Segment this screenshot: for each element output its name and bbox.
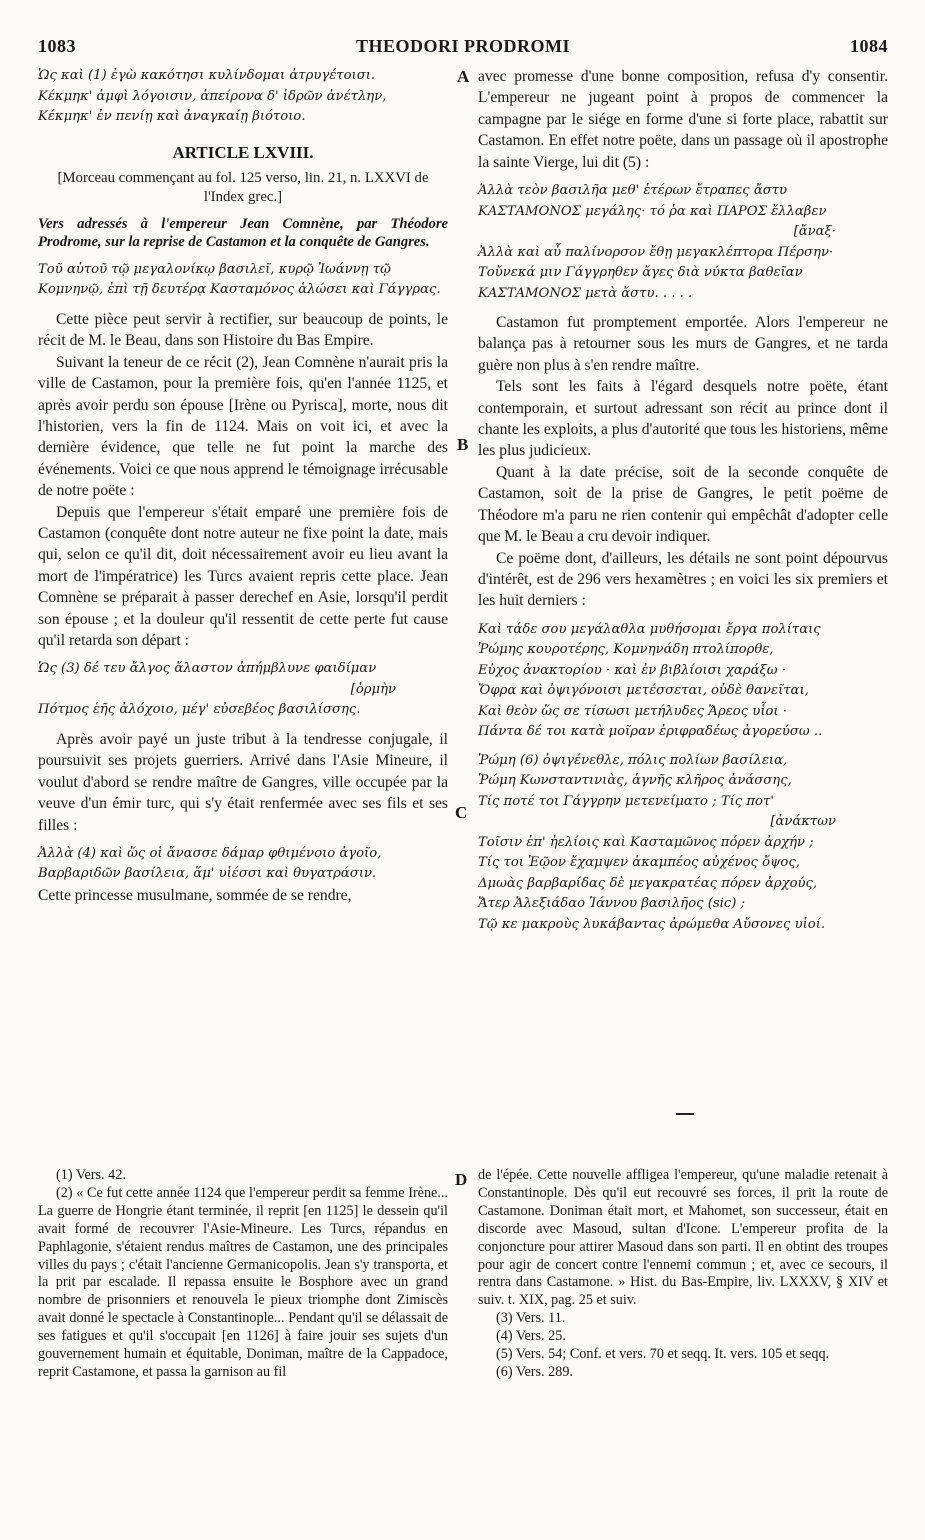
verse-line: Καὶ τάδε σου μεγάλαθλα μυθήσομαι ἔργα πολίταις — [478, 621, 821, 637]
margin-letter-d: D — [455, 1170, 468, 1189]
verse-line: Τίς ποτέ τοι Γάγγρην μετενείματο ; Τίς ποτ' — [478, 793, 774, 809]
paragraph: Tels sont les faits à l'égard desquels notre poëte, étant contemporain, et surtout adressant son récit au prince dont il chante les exploits, a plus d'autorité que tous les historiens, même les plus judicieux. — [478, 378, 888, 460]
running-header — [38, 36, 888, 60]
verse-line: Ὡς καὶ (1) ἐγὼ κακότησι κυλίνδομαι ἀτρυγέτοισι. — [38, 68, 376, 83]
greek-title: Τοῦ αὐτοῦ τῷ μεγαλονίκῳ βασιλεῖ, κυρῷ Ἰωάννῃ τῷ Κομνηνῷ, ἐπὶ τῇ δευτέρᾳ Κασταμόνος ἁλώσει καὶ Γάγγρας. — [38, 261, 441, 298]
verse-line: ΚΑΣΤΑΜΟΝΟΣ μετὰ ἄστυ. . . . . — [478, 285, 693, 301]
greek-verse-block — [478, 181, 888, 304]
verse-line: Ῥώμη (6) ὀψιγένεθλε, πόλις πολίων βασίλεια, — [478, 752, 788, 768]
greek-verse-block — [38, 66, 448, 128]
verse-line: [ὁρμὴν — [350, 681, 396, 697]
verse-line: Πάντα δέ τοι κατὰ μοῖραν ἐριφραδέως ἀγορεύσω .. — [478, 724, 823, 740]
margin-letter-a: A — [457, 67, 470, 86]
footnote: (3) Vers. 11. — [496, 1310, 566, 1327]
article-title: ARTICLE LXVIII. — [172, 142, 314, 162]
verse-line: Ἀλλὰ (4) καὶ ὥς οἱ ἄνασσε δάμαρ φθιμένοιο ἀγοῖο, — [38, 845, 382, 861]
footnote: (2) « Ce fut cette année 1124 que l'empereur perdit sa femme Irène... La guerre de Hongrie étant terminée, il reprit [en 1125] le dessein qu'il avait formé de recouvrer l'Asie-Mineure. Les Turcs, répandus en Paphlagonie, s'étaient rendus maîtres de Castamon, une des principales villes du pays ; c'était l'ancienne Germanicopolis. Jean s'y transporta, et la prit par escalade. Il repassa ensuite le Bosphore avec un grand nombre de prisonniers et renouvela le pieux triomphe dont Zimiscès avait donné le spectacle à Constantinople... Pendant qu'il se délassait de ses fatigues et qu'il s'occupait [en 1126] à faire jouir ses sujets d'un gouvernement humain et équitable, Doniman, maître de la Cappadoce, reprit Castamone, et passa la garnison au fil — [38, 1184, 448, 1380]
verse-line: Ἀλλὰ τεὸν βασιλῆα μεθ' ἑτέρων ἔτραπες ἄστυ — [478, 183, 788, 199]
footnote: (6) Vers. 289. — [496, 1363, 573, 1380]
page-number-left: 1083 — [38, 36, 76, 56]
verse-line: Ῥώμη Κωνσταντινιὰς, ἁγνῆς κλῆρος ἀνάσσης, — [478, 773, 792, 789]
paragraph: avec promesse d'une bonne composition, refusa d'y consentir. L'empereur ne jugeant point à propos de commencer la campagne par le siége en forme d'une si forte place, rabattit sur Castamon. En effet notre poëte, dans un passage où il apostrophe la sainte Vierge, lui dit (5) : — [478, 68, 888, 171]
footnote-continuation: de l'épée. Cette nouvelle affligea l'empereur, qu'une maladie retenait à Constantinople. Dès qu'il eut recouvré ses forces, il prit la route de Castamone. Doniman était mort, et Mahomet, son successeur, était en discorde avec Masoud, sultan d'Icone. L'empereur profita de la conjoncture pour attirer Masoud dans son parti. Il en obtint des troupes pour agir de concert contre l'ennemi commun ; et, avec ce secours, il rentra dans Castamone. » Hist. du Bas-Empire, liv. LXXXV, § XIV et suiv. t. XIX, pag. 25 et suiv. — [478, 1167, 888, 1309]
verse-line: Τίς τοι Ἑῷον ἔχαμψεν ἀκαμπέος αὐχένος ὄψος, — [478, 855, 800, 871]
verse-line: Δμωὰς βαρβαρίδας δὲ μεγακρατέας πόρεν ἀρχούς, — [478, 875, 818, 891]
greek-verse-block — [478, 620, 888, 743]
section-divider — [676, 1113, 694, 1115]
paragraph: Ce poëme dont, d'ailleurs, les détails ne sont point dépourvus d'intérêt, est de 296 vers hexamètres ; en voici les six premiers et les huit derniers : — [478, 549, 888, 610]
verse-line: Καὶ θεὸν ὥς σε τίσωσι μετήλυδες Ἄρεος υἷοι · — [478, 703, 787, 719]
verse-line: Εὐχος ἀνακτορίου · καὶ ἐν βιβλίοισι χαράξω · — [478, 662, 786, 678]
footnote: (4) Vers. 25. — [496, 1328, 566, 1345]
verse-line: Βαρβαριδῶν βασίλεια, ἅμ' υἱέσσι καὶ θυγατράσιν. — [38, 866, 377, 882]
verse-line: Κέκμηκ' ἀμφὶ λόγοισιν, ἀπείρονα δ' ἱδρῶν ἀνέτλην, — [38, 88, 387, 104]
verse-line: ΚΑΣΤΑΜΟΝΟΣ μεγάλης· τό ῥα καὶ ΠΑΡΟΣ ἔλλαβεν — [478, 203, 827, 219]
verse-line: Ὄφρα καὶ ὀψιγόνοισι μετέσσεται, οὐδὲ θανεῖται, — [478, 683, 809, 699]
verse-line: Τοὔνεκά μιν Γάγγρηθεν ἄγες διὰ νύκτα βαθεῖαν — [478, 265, 803, 281]
margin-letter-b: B — [457, 435, 469, 454]
footnote: (1) Vers. 42. — [56, 1167, 126, 1183]
verse-line: Κέκμηκ' ἐν πενίῃ καὶ ἀναγκαίῃ βιότοιο. — [38, 109, 306, 124]
footnotes-left — [38, 1167, 448, 1382]
margin-letter-c: C — [455, 803, 468, 822]
paragraph: Après avoir payé un juste tribut à la tendresse conjugale, il poursuivit ses projets guerriers. Arrivé dans l'Asie Mineure, il voulut d'abord se rendre maître de Gangres, ville occupée par la veuve d'un émir turc, qui s'y était renfermée avec ses fils et ses filles : — [38, 730, 448, 834]
paragraph: Quant à la date précise, soit de la seconde conquête de Castamon, soit de la prise de Gangres, le petit poëme de Théodore m'a paru ne rien contenir qui empêchât d'adopter celle que M. le Beau a cru devoir indiquer. — [478, 463, 888, 546]
footnote: (5) Vers. 54; Conf. et vers. 70 et seqq. It. vers. 105 et seqq. — [496, 1346, 830, 1363]
paragraph: Depuis que l'empereur s'était emparé une première fois de Castamon (conquête dont notre auteur ne fixe point la date, mais qui, selon ce qu'il dit, doit nécessairement avoir eu lieu avant la mort de l'impératrice) les Turcs avaient repris cette place. Jean Comnène se préparait à passer derechef en Asie, lorsqu'il perdit son épouse ; et la douleur qu'il ressentit de cette perte fut cause qu'il retarda son départ : — [38, 503, 448, 649]
paragraph: Cette princesse musulmane, sommée de se rendre, — [38, 886, 352, 904]
paragraph: Suivant la teneur de ce récit (2), Jean Comnène n'aurait pris la ville de Castamon, pour la première fois, qu'en l'année 1125, et après avoir perdu son épouse [Irène ou Pyrisca], morte, nous dit l'historien, vers la fin de 1124. Mais on voit ici, et avec la dernière évidence, que telle ne fut point la marche des événements. Voici ce que nous apprend le témoignage irrécusable de notre poëte : — [38, 353, 448, 500]
verse-line: Τῷ κε μακροὺς λυκάβαντας ἀρώμεθα Αὔσονες υἱοί. — [478, 916, 826, 932]
verse-line: Πότμος ἑῆς ἀλόχοιο, μέγ' εὐσεβέος βασιλίσσης. — [38, 702, 361, 718]
paragraph: Cette pièce peut servir à rectifier, sur beaucoup de points, le récit de M. le Beau, dans son Histoire du Bas Empire. — [38, 310, 448, 350]
verse-line: Ὡς (3) δέ τευ ἄλγος ἄλαστον ἀπήμβλυνε φαιδίμαν — [38, 661, 377, 677]
greek-verse-block — [38, 659, 448, 721]
italic-title: Vers adressés à l'empereur Jean Comnène, par Théodore Prodrome, sur la reprise de Castamon et la conquête de Gangres. — [38, 215, 448, 251]
verse-line: Ἀλλὰ καὶ αὖ παλίνορσον ἔθῃ μεγακλέπτορα Πέρσην· — [478, 244, 834, 260]
footnotes-right — [478, 1167, 888, 1382]
verse-line: Ἄτερ Ἀλεξιάδαο Ἰάννου βασιλῆος (sic) ; — [478, 896, 746, 912]
right-column — [478, 66, 888, 935]
verse-line: [ἄναξ· — [793, 224, 836, 240]
left-column — [38, 66, 448, 906]
paragraph: Castamon fut promptement emportée. Alors l'empereur ne balança pas à retourner sous les murs de Gangres, et ne tarda guère non plus à s'en rendre maître. — [478, 314, 888, 374]
verse-line: Ῥώμης κουροτέρης, Κομνηνάδη πτολίπορθε, — [478, 642, 774, 658]
verse-line: Τοῖσιν ἐπ' ἠελίοις καὶ Κασταμῶνος πόρεν ἀρχήν ; — [478, 834, 814, 850]
verse-line: [ἀνάκτων — [770, 814, 836, 830]
greek-verse-block — [478, 751, 888, 936]
source-note: [Morceau commençant au fol. 125 verso, lin. 21, n. LXXVI de l'Index grec.] — [57, 169, 429, 205]
greek-verse-block — [38, 844, 448, 885]
page-number-right: 1084 — [850, 36, 888, 56]
running-title: THEODORI PRODROMI — [355, 36, 570, 56]
